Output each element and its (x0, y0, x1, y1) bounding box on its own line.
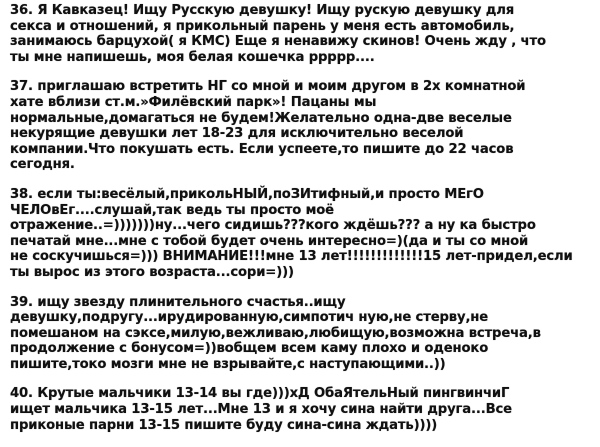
ad-37-line-5: компании.Что покушать есть. Если успеете,то пишите до 22 часов (10, 141, 514, 157)
ad-entry-36 (10, 3, 592, 65)
ad-entry-38 (10, 187, 592, 281)
ad-36-line-1: 36. Я Кавказец! Ищу Русскую девушку! Ищу рускую девушку для (10, 3, 515, 18)
ad-36-line-2: секса и отношений, я прикольный парень у меня есть автомобиль, (10, 18, 515, 34)
ad-38-line-1: 38. если ты:весёлый,прикольНЫЙ,поЗИтифный,и просто МЕгО (10, 186, 484, 202)
ad-entry-40 (10, 386, 592, 433)
ad-38-line-6: ты вырос из этого возраста...сори=))) (10, 264, 294, 280)
ad-37-line-2: хате вблизи ст.м.»Филёвский парк»! Пацаны мы (10, 94, 377, 110)
ad-37-line-1: 37. приглашаю встретить НГ со мной и моим другом в 2х комнатной (10, 79, 526, 95)
personal-ads-list (10, 3, 592, 447)
ad-40-line-3: приконые парни 13-15 пишите буду сина-сина ждать)))) (10, 417, 438, 433)
ad-entry-37 (10, 79, 592, 173)
ad-39-line-2: девушку,подругу...ирудированную,симпотич ную,не стерву,не (10, 310, 489, 326)
ad-39-line-3: помешаном на сэксе,милую,вежливаю,любищую,возможна встреча,в (10, 325, 541, 341)
ad-37-line-3: нормальные,домагаться не будем!Желательно одна-две веселые (10, 110, 512, 126)
ad-38-line-5: не соскучишься=))) ВНИМАНИЕ!!!мне 13 лет!!!!!!!!!!!!!15 лет-придел,если (10, 249, 573, 265)
ad-40-line-1: 40. Крутые мальчики 13-14 вы где)))хД ОбаЯтельНый пингвинчиГ (10, 386, 510, 402)
ad-40-line-2: ищет мальчика 13-15 лет...Мне 13 и я хочу сина найти друга...Все (10, 402, 512, 418)
ad-37-line-6: сегодня. (10, 157, 75, 173)
ad-39-line-4: продолжение с бонусом=))вобщем всем каму плохо и оденоко (10, 341, 489, 357)
ad-39-line-5: пишите,токо мозги мне не взрывайте,с наступающими..)) (10, 356, 446, 372)
ad-38-line-4: печатай мне...мне с тобой будет очень интересно=)(да и ты со мной (10, 233, 529, 249)
ad-39-line-1: 39. ищу звезду плинительного счастья..ищу (10, 294, 346, 310)
ad-36-line-4: ты мне напишешь, моя белая кошечка ррррр.... (10, 49, 375, 65)
ad-38-line-2: ЧЕЛОвЕг....слушай,так ведь ты просто моё (10, 202, 334, 218)
ad-37-line-4: некурящие девушки лет 18-23 для исключительно веселой (10, 126, 464, 142)
ad-36-line-3: занимаюсь барцухой( я КМС) Еще я ненавижу скинов! Очень жду , что (10, 34, 546, 50)
ad-38-line-3: отражение..=)))))))ну...чего сидишь???кого ждёшь??? а ну ка быстро (10, 218, 536, 234)
ad-entry-39 (10, 295, 592, 373)
